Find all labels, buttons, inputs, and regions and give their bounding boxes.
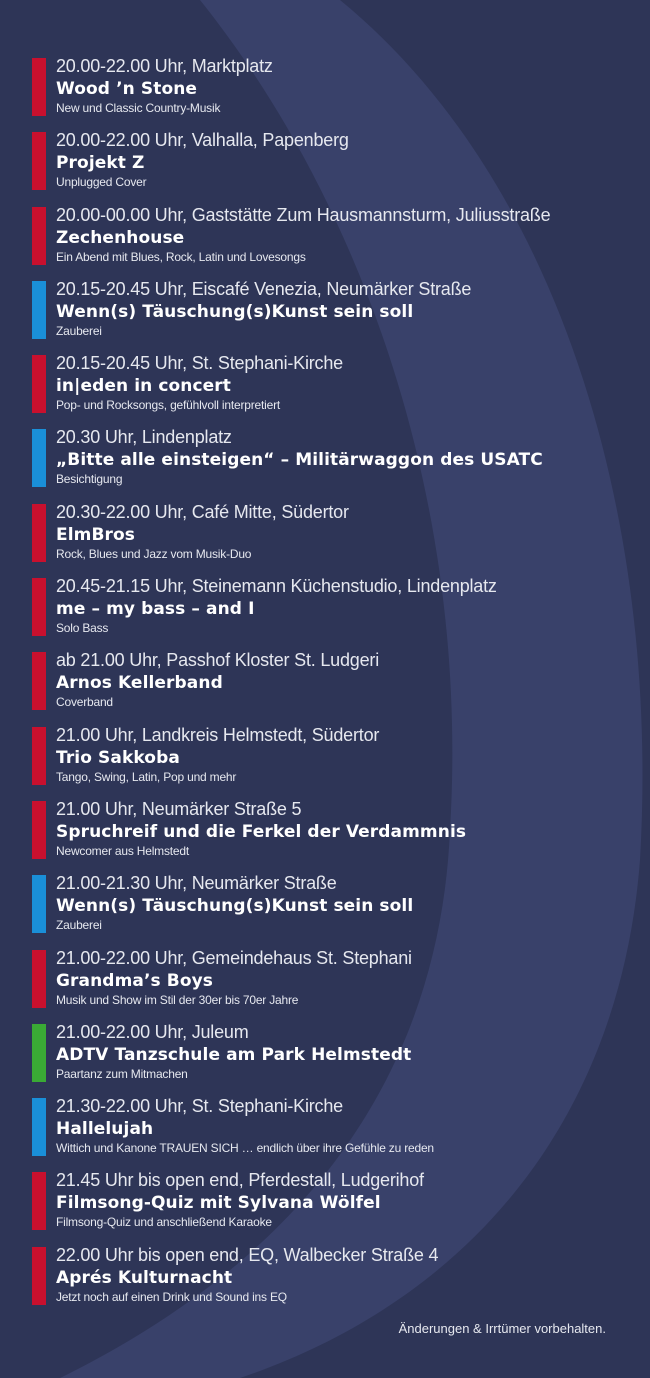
event-item: [32, 1022, 642, 1096]
event-time-location: 20.00-00.00 Uhr, Gaststätte Zum Hausmannsturm, Juliusstraße: [56, 204, 551, 225]
event-color-bar: [32, 801, 46, 859]
event-item: [32, 799, 642, 873]
event-item: [32, 502, 642, 576]
event-item: [32, 1170, 642, 1244]
event-title: in|eden in concert: [56, 376, 232, 397]
event-description: Solo Bass: [56, 621, 109, 636]
event-title: Spruchreif und die Ferkel der Verdammnis: [56, 821, 467, 842]
event-item: [32, 576, 642, 650]
event-description: Coverband: [56, 695, 113, 710]
event-time-location: 21.30-22.00 Uhr, St. Stephani-Kirche: [56, 1096, 343, 1117]
event-item: [32, 427, 642, 501]
event-description: Besichtigung: [56, 472, 123, 487]
event-color-bar: [32, 429, 46, 487]
event-color-bar: [32, 355, 46, 413]
event-title: Arnos Kellerband: [56, 673, 223, 694]
event-time-location: 21.00-21.30 Uhr, Neumärker Straße: [56, 873, 337, 894]
event-time-location: 21.00-22.00 Uhr, Gemeindehaus St. Stephani: [56, 947, 412, 968]
event-description: Rock, Blues und Jazz vom Musik-Duo: [56, 546, 252, 561]
event-item: [32, 1096, 642, 1170]
event-time-location: ab 21.00 Uhr, Passhof Kloster St. Ludgeri: [56, 650, 379, 671]
event-title: Projekt Z: [56, 153, 145, 174]
event-description: Musik und Show im Stil der 30er bis 70er Jahre: [56, 992, 299, 1007]
event-color-bar: [32, 1098, 46, 1156]
event-color-bar: [32, 132, 46, 190]
event-list: [32, 56, 642, 1319]
event-description: Wittich und Kanone TRAUEN SICH … endlich über ihre Gefühle zu reden: [56, 1141, 434, 1156]
event-time-location: 20.00-22.00 Uhr, Marktplatz: [56, 56, 273, 76]
event-item: [32, 56, 642, 130]
event-color-bar: [32, 950, 46, 1008]
event-item: [32, 1245, 642, 1319]
event-color-bar: [32, 1247, 46, 1305]
event-time-location: 20.15-20.45 Uhr, St. Stephani-Kirche: [56, 353, 343, 374]
event-time-location: 20.15-20.45 Uhr, Eiscafé Venezia, Neumärker Straße: [56, 278, 472, 299]
event-time-location: 20.45-21.15 Uhr, Steinemann Küchenstudio, Lindenplatz: [56, 576, 497, 597]
event-description: Filmsong-Quiz und anschließend Karaoke: [56, 1215, 272, 1230]
event-description: Ein Abend mit Blues, Rock, Latin und Lovesongs: [56, 249, 306, 264]
disclaimer-text: Änderungen & Irrtümer vorbehalten.: [398, 1321, 606, 1336]
event-color-bar: [32, 207, 46, 265]
event-title: Zechenhouse: [56, 227, 185, 248]
event-title: Wood ’n Stone: [56, 79, 198, 99]
event-color-bar: [32, 58, 46, 116]
event-time-location: 21.00-22.00 Uhr, Juleum: [56, 1021, 249, 1042]
event-title: ADTV Tanzschule am Park Helmstedt: [56, 1044, 412, 1065]
event-time-location: 21.45 Uhr bis open end, Pferdestall, Ludgerihof: [56, 1170, 424, 1191]
event-title: Filmsong-Quiz mit Sylvana Wölfel: [56, 1193, 381, 1214]
event-description: Tango, Swing, Latin, Pop und mehr: [56, 769, 237, 784]
event-item: [32, 279, 642, 353]
event-item: [32, 725, 642, 799]
event-color-bar: [32, 578, 46, 636]
event-color-bar: [32, 875, 46, 933]
event-time-location: 20.00-22.00 Uhr, Valhalla, Papenberg: [56, 130, 349, 151]
event-title: Wenn(s) Täuschung(s)Kunst sein soll: [56, 896, 414, 917]
event-description: Pop- und Rocksongs, gefühlvoll interpretiert: [56, 398, 280, 413]
event-item: [32, 130, 642, 204]
event-title: ElmBros: [56, 524, 135, 545]
event-item: [32, 948, 642, 1022]
event-time-location: 21.00 Uhr, Landkreis Helmstedt, Südertor: [56, 724, 380, 745]
event-description: Newcomer aus Helmstedt: [56, 843, 189, 858]
event-item: [32, 873, 642, 947]
event-title: Trio Sakkoba: [56, 747, 180, 768]
event-title: Hallelujah: [56, 1119, 154, 1140]
event-title: „Bitte alle einsteigen“ – Militärwaggon des USATC: [56, 450, 543, 471]
event-item: [32, 205, 642, 279]
event-color-bar: [32, 1024, 46, 1082]
event-color-bar: [32, 504, 46, 562]
event-title: me – my bass – and I: [56, 599, 255, 620]
event-description: Zauberei: [56, 918, 102, 933]
event-time-location: 21.00 Uhr, Neumärker Straße 5: [56, 798, 302, 819]
event-time-location: 22.00 Uhr bis open end, EQ, Walbecker Straße 4: [56, 1244, 439, 1265]
event-color-bar: [32, 281, 46, 339]
event-item: [32, 353, 642, 427]
event-color-bar: [32, 652, 46, 710]
event-title: Grandma’s Boys: [56, 970, 213, 991]
event-description: Jetzt noch auf einen Drink und Sound ins EQ: [56, 1289, 287, 1304]
event-description: Unplugged Cover: [56, 175, 147, 190]
event-item: [32, 650, 642, 724]
event-color-bar: [32, 727, 46, 785]
event-time-location: 20.30-22.00 Uhr, Café Mitte, Südertor: [56, 501, 349, 522]
event-title: Wenn(s) Täuschung(s)Kunst sein soll: [56, 301, 414, 322]
event-time-location: 20.30 Uhr, Lindenplatz: [56, 427, 232, 448]
event-color-bar: [32, 1172, 46, 1230]
event-description: Zauberei: [56, 323, 102, 338]
event-title: Aprés Kulturnacht: [56, 1267, 233, 1288]
event-description: New und Classic Country-Musik: [56, 101, 221, 115]
event-description: Paartanz zum Mitmachen: [56, 1066, 188, 1081]
